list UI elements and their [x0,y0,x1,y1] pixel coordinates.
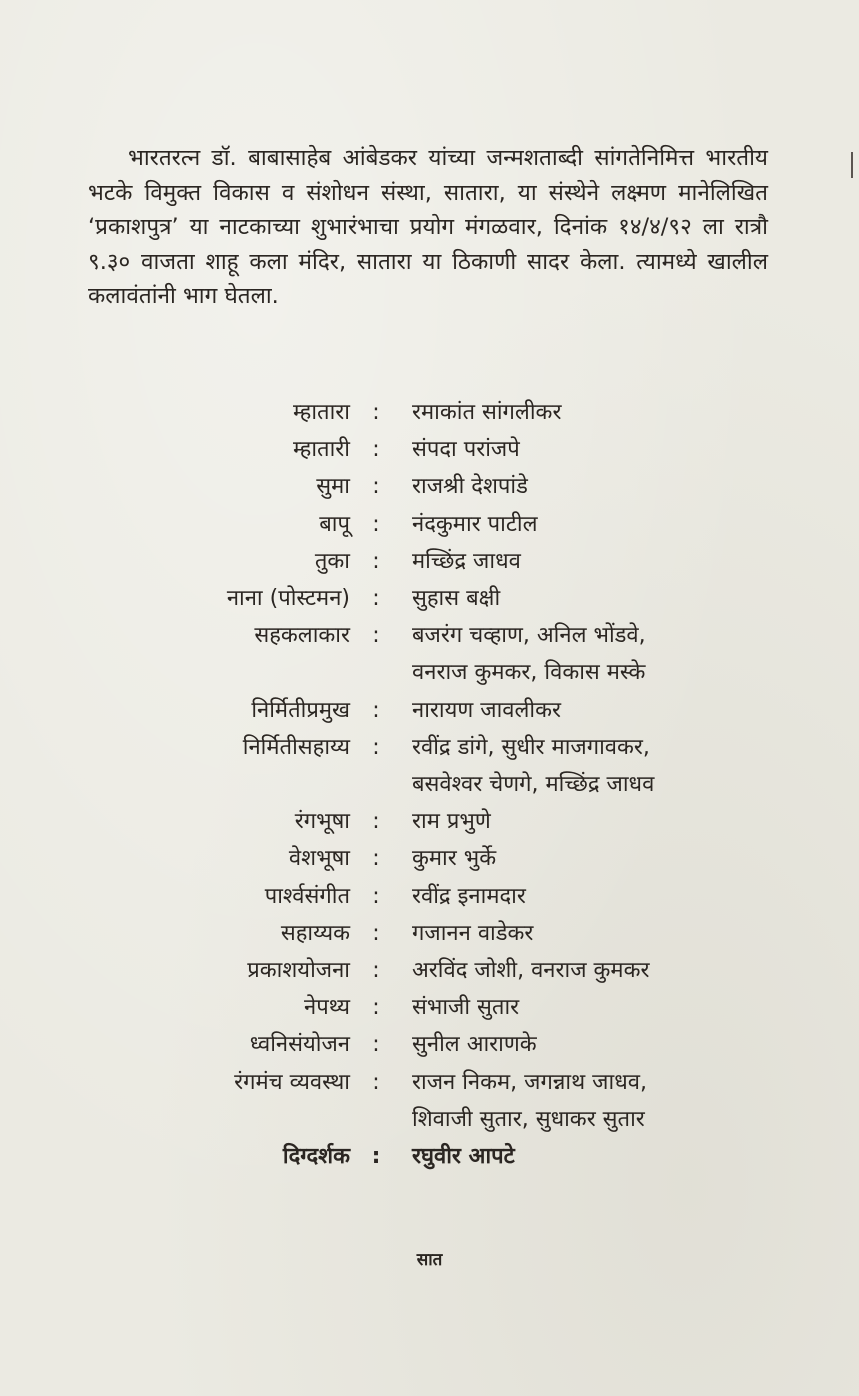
credit-separator: : [372,697,380,723]
credit-role: प्रकाशयोजना [247,958,350,984]
credit-separator: : [372,586,380,612]
credit-role: तुका [314,548,350,574]
credit-role: बापू [319,511,350,537]
credit-role: पार्श्वसंगीत [264,883,350,909]
credit-role: रंगमंच व्यवस्था [234,1069,350,1095]
credit-row [0,692,859,729]
credit-names: संभाजी सुतार [412,995,520,1021]
credit-separator: : [372,734,380,760]
director-name: रघुवीर आपटे [412,1144,515,1170]
credit-separator: : [372,400,380,425]
credit-names: गजानन वाडेकर [412,920,534,946]
credits-list [0,394,859,1175]
credit-separator: : [372,1032,380,1058]
credit-separator: : [372,1069,380,1095]
credit-separator: : [372,809,380,835]
credit-names: राम प्रभुणे [412,809,491,835]
credit-role: सहकलाकार [254,623,350,649]
credit-names: राजश्री देशपांडे [412,474,528,500]
credit-separator: : [372,995,380,1021]
credit-separator: : [372,548,380,574]
credit-names: रवींद्र डांगे, सुधीर माजगावकर, बसवेश्वर चेणगे, मच्छिंद्र जाधव [412,734,655,798]
credit-row [0,580,859,617]
credit-role: म्हातारा [293,400,350,425]
credit-role: वेशभूषा [288,846,350,872]
credit-role: रंगभूषा [294,809,350,835]
credit-row [0,1026,859,1063]
credit-separator: : [372,846,380,872]
credit-names: रवींद्र इनामदार [412,883,526,909]
credit-names: सुहास बक्षी [412,586,501,612]
credit-row [0,840,859,877]
credit-names: संपदा परांजपे [412,437,520,463]
credit-role: म्हातारी [293,437,350,463]
director-separator: : [371,1144,381,1170]
page-number: सात [416,1250,443,1270]
credit-separator: : [372,958,380,984]
credit-names: सुनील आराणके [412,1032,537,1058]
credit-separator: : [372,920,380,946]
credit-role: सुमा [316,474,350,500]
credit-separator: : [372,623,380,649]
credit-separator: : [372,511,380,537]
credit-role: निर्मितीसहाय्य [242,734,350,760]
credit-row [0,431,859,468]
credit-separator: : [372,883,380,909]
credit-row [0,394,859,431]
credit-row [0,878,859,915]
credit-separator: : [372,437,380,463]
credit-row [0,543,859,580]
credit-row [0,989,859,1026]
credit-role: निर्मितीप्रमुख [251,697,350,723]
credit-names: मच्छिंद्र जाधव [412,548,521,574]
credit-names: नंदकुमार पाटील [412,511,538,537]
credit-names: अरविंद जोशी, वनराज कुमकर [412,958,650,984]
credit-row [0,729,859,803]
credit-names: कुमार भुर्के [412,846,497,872]
director-row [0,1138,859,1175]
page-edge-mark [851,152,853,178]
director-role: दिग्दर्शक [282,1144,350,1170]
credit-row [0,506,859,543]
credit-row [0,952,859,989]
credit-role: नाना (पोस्टमन) [226,586,350,612]
credit-row [0,915,859,952]
credit-row [0,617,859,691]
credit-role: नेपथ्य [304,995,350,1021]
credit-row [0,468,859,505]
credit-role: सहाय्यक [280,920,350,946]
credit-names: नारायण जावलीकर [412,697,562,723]
credit-names: बजरंग चव्हाण, अनिल भोंडवे, वनराज कुमकर, विकास मस्के [412,623,646,686]
credit-role: ध्वनिसंयोजन [249,1032,350,1058]
intro-paragraph: भारतरत्न डॉ. बाबासाहेब आंबेडकर यांच्या जन्मशताब्दी सांगतेनिमित्त भारतीय भटके विमुक्त विकास व संशोधन संस्था, सातारा, या संस्थेने लक्ष्मण मानेलिखित ‘प्रकाशपुत्र’ या नाटकाच्या शुभारंभाचा प्रयोग मंगळवार, दिनांक १४/४/९२ ला रात्रौ ९.३० वाजता शाहू कला मंदिर, सातारा या ठिकाणी सादर केला. त्यामध्ये खालील कलावंतांनी भाग घेतला. [88,145,768,309]
credit-row [0,803,859,840]
credit-names: राजन निकम, जगन्नाथ जाधव, शिवाजी सुतार, सुधाकर सुतार [412,1069,647,1132]
credit-row [0,1064,859,1138]
credit-names: रमाकांत सांगलीकर [412,400,562,425]
credit-separator: : [372,474,380,500]
